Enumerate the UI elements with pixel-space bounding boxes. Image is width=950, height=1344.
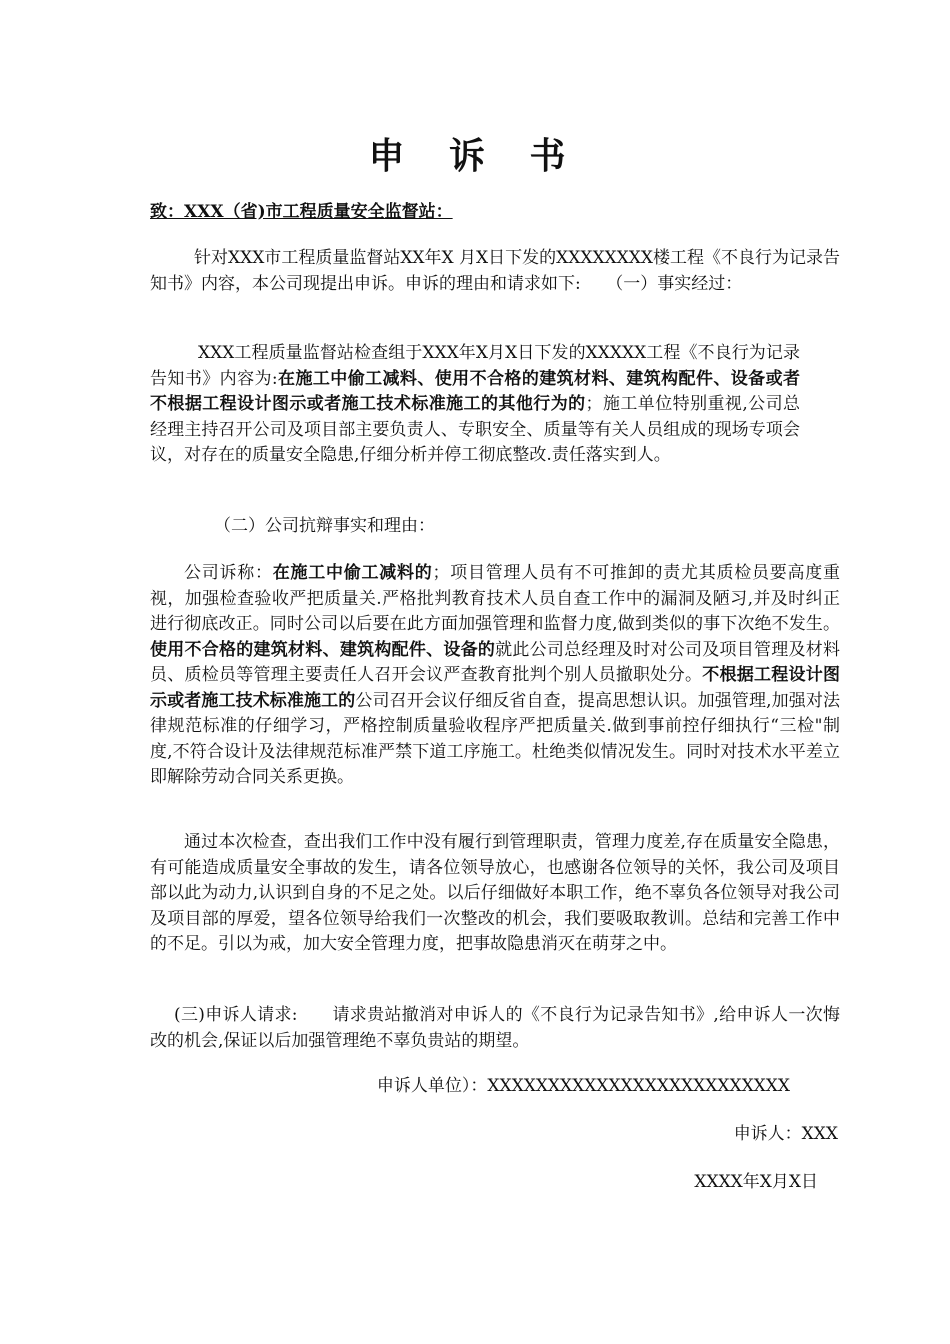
signature-person: 申诉人：XXX — [733, 1124, 838, 1144]
signature-date: XXXX年X月X日 — [694, 1172, 818, 1192]
section-heading-defense: （二）公司抗辩事实和理由： — [214, 516, 435, 536]
defense-bold-1: 在施工中偷工减料的 — [272, 563, 433, 583]
defense-bold-2: 使用不合格的建筑材料、建筑构配件、设备的 — [150, 639, 496, 660]
document-title: 申 诉 书 — [368, 135, 582, 177]
paragraph-reflection: 通过本次检查，查出我们工作中没有履行到管理职责，管理力度差,存在质量安全隐患，有可能造成质量安全事故的发生，请各位领导放心，也感谢各位领导的关怀，我公司及项目部以此为动力,认识到自身的不足之处。以后仔细做好本职工作，绝不辜负各位领导对我公司及项目部的厚爱，望各位领导给我们一次整改的机会，我们要吸取教训。总结和完善工作中的不足。引以为戒，加大安全管理力度，把事故隐患消灭在萌芽之中。 — [150, 832, 840, 954]
paragraph-request: (三)申诉人请求: 请求贵站撤消对申诉人的《不良行为记录告知书》,给申诉人一次悔改的机会,保证以后加强管理绝不辜负贵站的期望。 — [150, 1005, 840, 1051]
facts-text-c: ；施工单位特别重视,公司总经理主持召开公司及项目部主要负责人、专职安全、质量等有关人员组成的现场专项会议，对存在的质量安全隐患,仔细分析并停工彻底整改.责任落实到人。 — [150, 394, 801, 465]
signature-unit: 申诉人单位）：XXXXXXXXXXXXXXXXXXXXXXXXX — [376, 1076, 790, 1096]
defense-bold-3: 不根据工程设计图示或者施工技术标准施工的 — [150, 665, 841, 711]
facts-text-a: XXX工程质量监督站检查组于XXX年X月X日下发的XXXXX工程《不良行为记录告知书》内容为: — [150, 343, 800, 389]
defense-text-e: 就此公司总经理及时对公司及项目管理及材料员、质检员等管理主要责任人召开会议严查教育批判个别人员撤职处分。 — [150, 639, 841, 685]
defense-text-c: ；项目管理人员有不可推卸的责尤其质检员要高度重视，加强检查验收严把质量关.严格批判教育技术人员自查工作中的漏洞及陋习,并及时纠正进行彻底改正。同时公司以后要在此方面加强管理和监督力度,做到类似的事下次绝不发生。 — [150, 563, 840, 634]
addressee-line: 致：XXX（省)市工程质量安全监督站： — [150, 202, 453, 222]
paragraph-intro: 针对XXX市工程质量监督站XX年X 月X日下发的XXXXXXXX楼工程《不良行为记录告知书》内容，本公司现提出申诉。申诉的理由和请求如下: （一）事实经过： — [150, 248, 840, 294]
defense-text-g: 公司召开会议仔细反省自查，提高思想认识。加强管理,加强对法律规范标准的仔细学习，严格控制质量验收程序严把质量关.做到事前控仔细执行“三检"制度,不符合设计及法律规范标准严禁下道工序施工。杜绝类似情况发生。同时对技术水平差立即解除劳动合同关系更换。 — [150, 690, 841, 787]
paragraph-facts — [150, 341, 800, 469]
defense-text-a: 公司诉称： — [184, 563, 273, 583]
paragraph-defense — [150, 561, 840, 791]
facts-violation-bold: 在施工中偷工减料、使用不合格的建筑材料、建筑构配件、设备或者不根据工程设计图示或者施工技术标准施工的其他行为的 — [150, 368, 801, 414]
